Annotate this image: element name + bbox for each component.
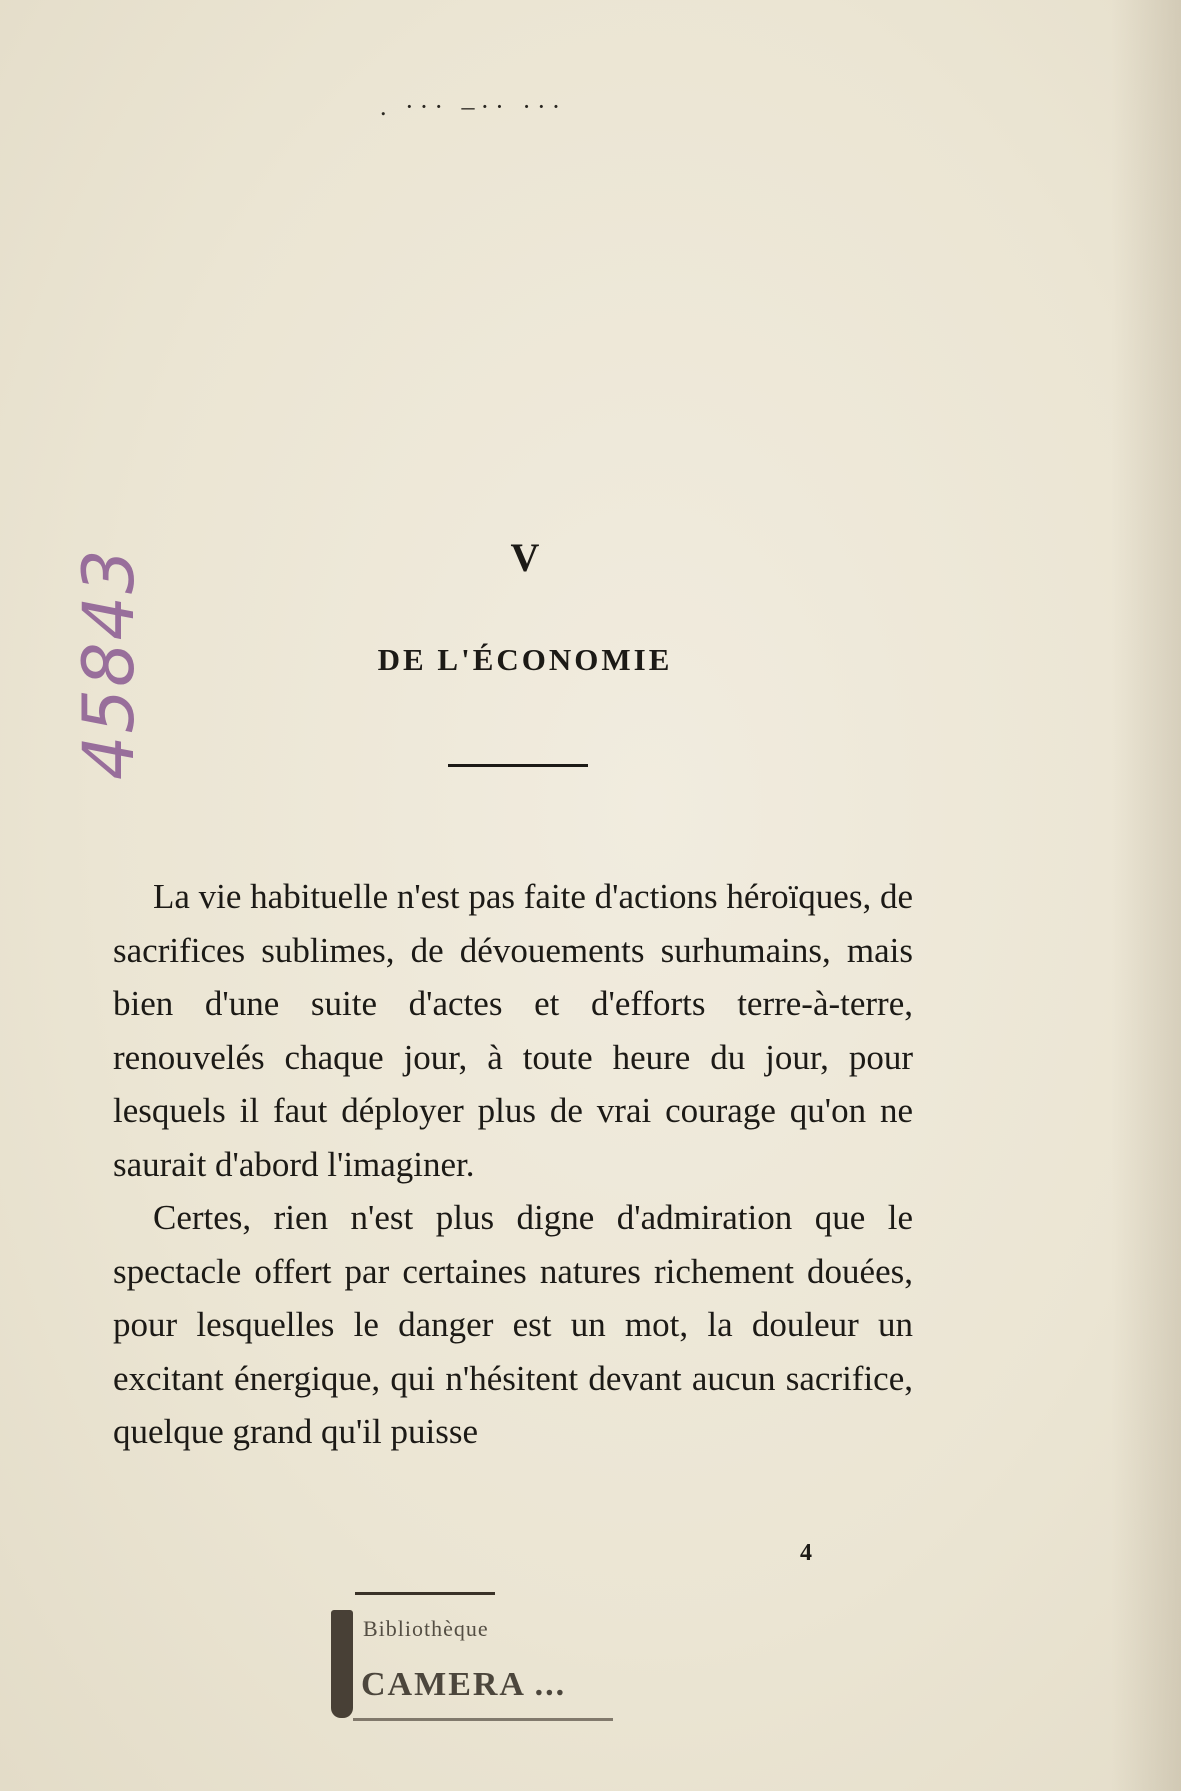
page-edge-shadow [1111,0,1181,1791]
paragraph-1: La vie habituelle n'est pas faite d'actions héroïques, de sacrifices sublimes, de dévouements surhumains, mais bien d'une suite d'actes et d'efforts terre-à-terre, renouvelés chaque jour, à toute heure du jour, pour lesquels il faut déployer plus de vrai courage qu'on ne saurait d'abord l'imaginer. [113,877,913,1184]
paragraph-2: Certes, rien n'est plus digne d'admiration que le spectacle offert par certaines natures richement douées, pour lesquelles le danger est un mot, la douleur un excitant énergique, qui n'hésitent devant aucun sacrifice, quelque grand qu'il puisse [113,1198,913,1451]
stamp-line-1: Bibliothèque [363,1616,489,1641]
stamp-top-bar [355,1592,495,1595]
page-number: 4 [800,1540,812,1566]
stamp-line-2: CAMERA ... [361,1666,567,1703]
title-rule [448,764,588,767]
library-stamp [325,1590,735,1730]
body-text [113,870,913,1459]
header-marks: . ··· –·· ··· [380,92,567,121]
chapter-number: V [510,535,540,580]
stamp-bottom-bar [353,1718,613,1721]
stamp-left-edge [331,1610,353,1718]
chapter-title: DE L'ÉCONOMIE [377,642,673,677]
handwritten-inventory-number: 45843 [68,547,150,780]
